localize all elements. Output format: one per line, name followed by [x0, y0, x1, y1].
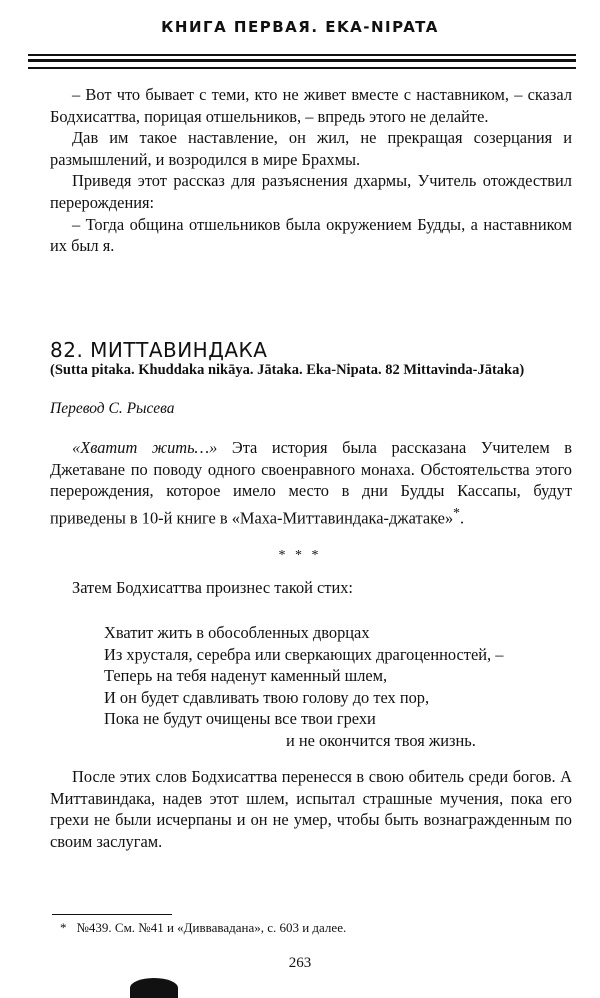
verse-intro: Затем Бодхисаттва произнес такой стих: — [72, 578, 353, 597]
verse-line: Из хрусталя, серебра или сверкающих драгоценностей, – — [104, 644, 504, 664]
verse-line: Пока не будут очищены все твои грехи — [104, 709, 376, 729]
intro-quote: «Хватит жить…» — [72, 438, 218, 457]
previous-story-ending — [50, 84, 572, 257]
chapter-closing — [50, 766, 572, 852]
scan-artifact — [130, 978, 178, 998]
footnote-text: №439. См. №41 и «Диввавадана», с. 603 и далее. — [76, 920, 347, 935]
running-header: КНИГА ПЕРВАЯ. EKA-NIPATA — [161, 18, 439, 36]
page-number: 263 — [288, 955, 312, 971]
chapter-title: 82. МИТТАВИНДАКА — [50, 338, 268, 362]
paragraph — [50, 437, 572, 529]
footnote — [60, 920, 346, 936]
footnote-rule — [52, 914, 172, 915]
footnote-mark: * — [60, 920, 67, 935]
paragraph: После этих слов Бодхисаттва перенесся в свою обитель среди богов. А Миттавиндака, надев этот шлем, испытал страшные мучения, пока его грехи не были исчерпаны и он не умер, чтобы быть вознагражденным по своим заслугам. — [50, 767, 572, 851]
paragraph: Дав им такое наставление, он жил, не прекращая созерцания и размышлений, и возродился в мире Брахмы. — [50, 128, 572, 169]
footnote-reference: * — [453, 504, 460, 520]
chapter-intro — [50, 437, 572, 529]
paragraph: – Тогда община отшельников была окружением Будды, а наставником их был я. — [50, 214, 572, 256]
verse-line: Хватит жить в обособленных дворцах — [104, 623, 370, 642]
header-rule-bottom — [28, 67, 576, 69]
paragraph: – Вот что бывает с теми, кто не живет вместе с наставником, – сказал Бодхисаттва, порицая отшельников, – впредь этого не делайте. — [50, 85, 572, 126]
chapter-source: (Sutta pitaka. Khuddaka nikāya. Jātaka. Eka-Nipata. 82 Mittavinda-Jātaka) — [50, 362, 525, 378]
verse — [104, 622, 503, 752]
intro-end: . — [459, 508, 465, 528]
translator-credit: Перевод С. Рысева — [50, 400, 175, 417]
paragraph: Приведя этот рассказ для разъяснения дхармы, Учитель отождествил перерождения: — [50, 171, 572, 212]
verse-line: и не окончится твоя жизнь. — [286, 730, 476, 750]
section-separator: * * * — [278, 548, 322, 563]
verse-line: И он будет сдавливать твою голову до тех пор, — [104, 687, 430, 707]
intro-text: Эта история была рассказана Учителем в Джетаване по поводу одного своенравного монаха. Обстоятельства этого перерождения, которое имело место в дни Будды Кассапы, будут приведены в 10-й книге в «Маха-Миттавиндака-джатаке» — [50, 438, 572, 528]
verse-line: Теперь на тебя наденут каменный шлем, — [104, 666, 388, 686]
header-rule-top — [28, 54, 576, 56]
header-rule-middle — [28, 59, 576, 62]
